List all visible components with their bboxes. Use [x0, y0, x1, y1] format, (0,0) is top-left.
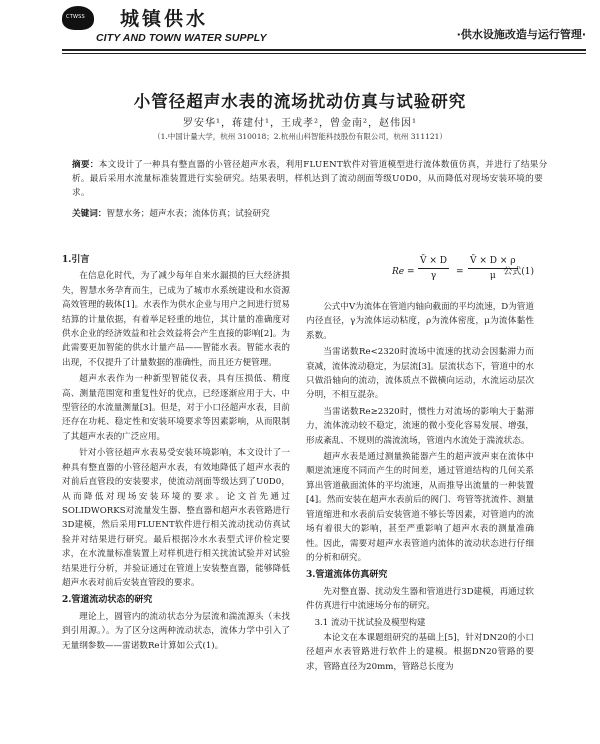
- paper-affiliation: （1.中国计量大学，杭州 310018；2.杭州山科智能科技股份有限公司，杭州 311121）: [153, 132, 447, 141]
- formula-equals: =: [456, 267, 464, 277]
- body-paragraph: 超声水表是通过测量换能器产生的超声波声束在流体中顺逆流速度不同而产生的时间差，通过管道结构的几何关系算出管道截面流体的平均流速，从而推导出流量的一种装置[4]。然而安装在超声水表前后的阀门、弯管等扰流件、测量管道缩进和水表前后安装管道不够长等因素，对管道内的流场有着很大的影响，甚至严重影响了超声水表的测量准确性。因此，需要对超声水表管道内流体的流动状态进行仔细的分析和研究。: [306, 452, 534, 563]
- body-paragraph: 超声水表作为一种新型智能仪表，具有压损低、精度高、测量范围宽和重复性好的优点，已经逐渐应用于大、中型管径的水流量测量[3]。但是，对于小口径超声水表，目前还存在功耗、稳定性和安装环境要求等因素影响，从而限制了其超声水表的广泛应用。: [62, 374, 290, 442]
- body-paragraph: 本论文在本课题组研究的基础上[5]，针对DN20的小口径超声水表管路进行软件上的建模。根据DN20管路的要求，管路直径为20mm，管路总长度为: [306, 632, 534, 672]
- journal-logo-icon: CTWSS: [62, 6, 94, 30]
- body-paragraph: 当雷诺数Re<2320时流场中流速的扰动会因黏滞力而衰减，流体流动稳定，为层流[3]。层流状态下，管道中的水只做沿轴向的流动，流体质点不做横向运动，水流运动层次分明，不相互混杂。: [306, 347, 534, 401]
- keywords-text: 智慧水务；超声水表；流体仿真；试验研究: [106, 209, 270, 219]
- paper-title: 小管径超声水表的流场扰动仿真与试验研究: [133, 92, 467, 111]
- body-paragraph: 在信息化时代，为了减少每年自来水漏损的巨大经济损失，智慧水务孕育而生，已成为了城市水系统建设和水资源高效管理的载体[1]。水表作为供水企业与用户之间进行贸易结算的计量依据，有着举足轻重的地位，其计量的准确度对供水企业的经济效益和社会效益将会产生直接的影响[2]。为此需要更加智能的供水计量产品——智能水表。智能水表的出现，不仅提升了计量数据的准确性，而且还方便管理。: [62, 271, 290, 368]
- abstract-label: 摘要：: [72, 160, 99, 170]
- subsection-heading: 3.1 流动干扰试验及模型构建: [314, 617, 426, 628]
- journal-name-cn: 城镇供水: [120, 8, 209, 30]
- section-heading: 1.引言: [62, 255, 90, 265]
- formula-frac1-den: γ: [430, 271, 437, 282]
- section-heading: 2.管道流动状态的研究: [62, 595, 153, 606]
- body-column-right-text: [306, 300, 534, 674]
- body-paragraph: 理论上，圆管内的流动状态分为层流和湍流源头（未找到引用源。）。为了区分这两种流动状态，流体力学中引入了无量纲参数——雷诺数Re计算如公式(1)。: [62, 611, 290, 651]
- paper-authors: 罗安华¹，蒋建付¹，王成孝²，曾金南²，赵伟因¹: [182, 118, 418, 129]
- reynolds-formula: [306, 250, 534, 294]
- body-paragraph: 先对整直器、扰动发生器和管道进行3D建模，再通过软件仿真进行中流速场分布的研究。: [306, 586, 534, 612]
- header-rule: [62, 49, 586, 51]
- body-paragraph: 针对小管径超声水表易受安装环境影响，本文设计了一种具有整直器的小管径超声水表，有效地降低了超声水表的对前后直管段的安装要求，使流动剖面等级达到了U0D0，从而降低对现场安装环境的要求。论文首先通过SOLIDWORKS对流量发生器、整直器和超声水表管路进行3D建模，然后采用FLUENT软件进行相关流动扰动仿真试验并对结果进行研究。最后根据冷水水表型式评价检定要求，在水流量标准装置上对样机进行相关扰流试验并对试验结果进行分析，并验证通过在管道上安装整直器，能够降低超声水表对前后安装直管段的要求。: [62, 448, 290, 588]
- formula-frac1-num: V̄ × D: [418, 254, 449, 269]
- formula-frac2-den: μ: [489, 271, 496, 282]
- abstract: [72, 158, 558, 200]
- body-column-right: [306, 250, 534, 676]
- header-rule-thin: [62, 53, 586, 54]
- keywords-label: 关键词：: [72, 209, 107, 219]
- body-column-left: [62, 250, 290, 655]
- body-paragraph: 公式中V为流体在管道内轴向截面的平均流速，D为管道内径直径，γ为流体运动粘度，ρ为流体密度，μ为流体黏性系数。: [306, 302, 534, 341]
- abstract-text: 本文设计了一种具有整直器的小管径超声水表，利用FLUENT软件对管道模型进行流体数值仿真，并进行了结果分析。最后采用水流量标准装置进行实验研究。结果表明，样机达到了流动剖面等级U0D0，从而降低对现场安装环境的要求。: [72, 160, 548, 198]
- keywords: [72, 207, 558, 219]
- section-heading: 3.管道流体仿真研究: [306, 570, 388, 581]
- formula-fraction-1: [418, 254, 449, 284]
- section-tag: ·供水设施改造与运行管理·: [456, 28, 586, 41]
- journal-name-en: CITY AND TOWN WATER SUPPLY: [96, 32, 267, 44]
- body-paragraph: 当雷诺数Re≥2320时，惯性力对流场的影响大于黏滞力，流体流动较不稳定，流速的微小变化容易发展、增强，形成紊乱、不规则的湍流流场，管道内水流处于湍流状态。: [306, 406, 534, 446]
- formula-frac2-num: V̄ × D × ρ: [468, 254, 518, 269]
- formula-lhs: Re =: [392, 267, 415, 277]
- formula-number: 公式(1): [503, 267, 534, 277]
